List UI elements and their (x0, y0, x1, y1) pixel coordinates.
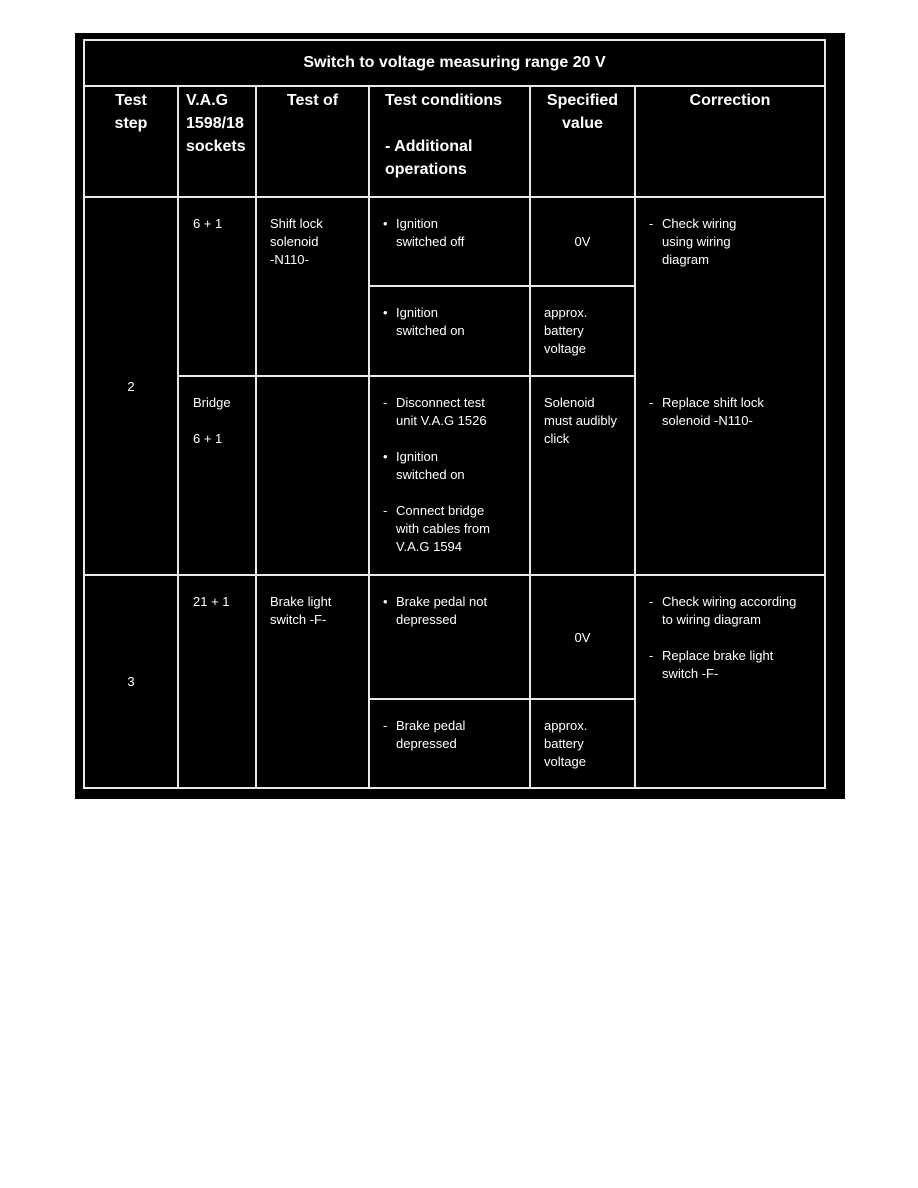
dash-marker: - (383, 395, 388, 410)
value-line: must audibly (544, 413, 617, 428)
test-of-line: Brake light (270, 594, 332, 609)
dash-marker: - (383, 503, 388, 518)
condition-line: switched off (396, 234, 465, 249)
bullet-marker: • (383, 216, 388, 231)
dash-marker: - (649, 395, 654, 410)
test-of-shift-lock (256, 197, 369, 376)
condition-ignition-off (369, 197, 530, 286)
bullet-marker: • (383, 305, 388, 320)
bullet-marker: • (383, 449, 388, 464)
dash-marker: - (383, 718, 388, 733)
value-battery-voltage (530, 699, 635, 788)
condition-line: switched on (396, 323, 465, 338)
header-specified-line: Specified (546, 92, 619, 109)
condition-line: Ignition (396, 305, 438, 320)
condition-line: depressed (396, 612, 457, 627)
header-vag-line: sockets (186, 138, 246, 155)
condition-line: Ignition (396, 216, 438, 231)
header-specified-line: value (562, 115, 603, 132)
condition-line: unit V.A.G 1526 (396, 413, 487, 428)
correction-replace-solenoid (636, 377, 770, 448)
value-line: battery (544, 323, 584, 338)
sockets-bridge-label: Bridge (193, 395, 231, 410)
header-row (84, 86, 825, 197)
table-row (84, 197, 825, 286)
sockets-21-1: 21 + 1 (178, 575, 256, 788)
test-of-line: Shift lock (270, 216, 323, 231)
correction-line: Replace brake light (662, 648, 774, 663)
value-0v: 0V (530, 575, 635, 699)
header-vag-line: V.A.G (186, 92, 229, 109)
correction-step-3 (635, 575, 825, 788)
condition-line: with cables from (396, 521, 490, 536)
bullet-marker: • (383, 594, 388, 609)
sockets-value: 6 + 1 (193, 431, 223, 446)
test-of-line: switch -F- (270, 612, 327, 627)
correction-line: switch -F- (662, 666, 719, 681)
condition-line: Disconnect test (396, 395, 485, 410)
header-test-step-line: Test (115, 92, 147, 109)
value-solenoid-click (530, 376, 635, 575)
test-of-line: solenoid (270, 234, 319, 249)
condition-line: depressed (396, 736, 457, 751)
table-title: Switch to voltage measuring range 20 V (84, 40, 825, 86)
correction-check-wiring (636, 198, 742, 287)
test-step-2: 2 (84, 197, 178, 575)
value-line: click (544, 431, 570, 446)
header-vag-line: 1598/18 (186, 115, 244, 132)
condition-line: Brake pedal (396, 718, 466, 733)
header-specified-value (530, 86, 635, 197)
value-line: approx. (544, 718, 588, 733)
condition-line: Ignition (396, 449, 438, 464)
header-test-step-line: step (114, 115, 148, 132)
dash-marker: - (649, 648, 654, 663)
header-test-step (84, 86, 178, 197)
test-of-line: -N110- (270, 252, 309, 267)
value-0v: 0V (530, 197, 635, 286)
condition-ignition-on (369, 286, 530, 376)
dash-marker: - (649, 216, 654, 231)
test-of-brake-light (256, 575, 369, 788)
conditions-bridge (369, 376, 530, 575)
header-conditions-sub: operations (385, 161, 467, 178)
value-line: approx. (544, 305, 588, 320)
correction-line: diagram (662, 252, 709, 267)
correction-line: to wiring diagram (662, 612, 761, 627)
condition-line: V.A.G 1594 (396, 539, 463, 554)
value-line: Solenoid (544, 395, 595, 410)
header-conditions-title: Test conditions (385, 92, 503, 109)
condition-line: Connect bridge (396, 503, 485, 518)
condition-line: switched on (396, 467, 465, 482)
correction-line: Check wiring according (662, 594, 797, 609)
value-battery-voltage (530, 286, 635, 376)
header-correction: Correction (635, 86, 825, 197)
correction-line: Replace shift lock (662, 395, 764, 410)
test-of-empty (256, 376, 369, 575)
test-table (83, 39, 826, 789)
header-test-of: Test of (256, 86, 369, 197)
header-conditions-sub: - Additional (385, 138, 473, 155)
value-line: voltage (544, 754, 586, 769)
sockets-6-1: 6 + 1 (178, 197, 256, 376)
condition-pedal-not-depressed (369, 575, 530, 699)
correction-line: Check wiring (662, 216, 737, 231)
header-test-conditions (369, 86, 530, 197)
dash-marker: - (649, 594, 654, 609)
condition-pedal-depressed (369, 699, 530, 788)
value-line: voltage (544, 341, 586, 356)
test-step-3: 3 (84, 575, 178, 788)
document-table-panel (75, 33, 845, 799)
header-vag-sockets (178, 86, 256, 197)
sockets-bridge (178, 376, 256, 575)
table-row (84, 575, 825, 699)
condition-line: Brake pedal not (396, 594, 488, 609)
correction-line: solenoid -N110- (662, 413, 753, 428)
correction-step-2 (635, 197, 825, 575)
value-line: battery (544, 736, 584, 751)
correction-line: using wiring (662, 234, 731, 249)
